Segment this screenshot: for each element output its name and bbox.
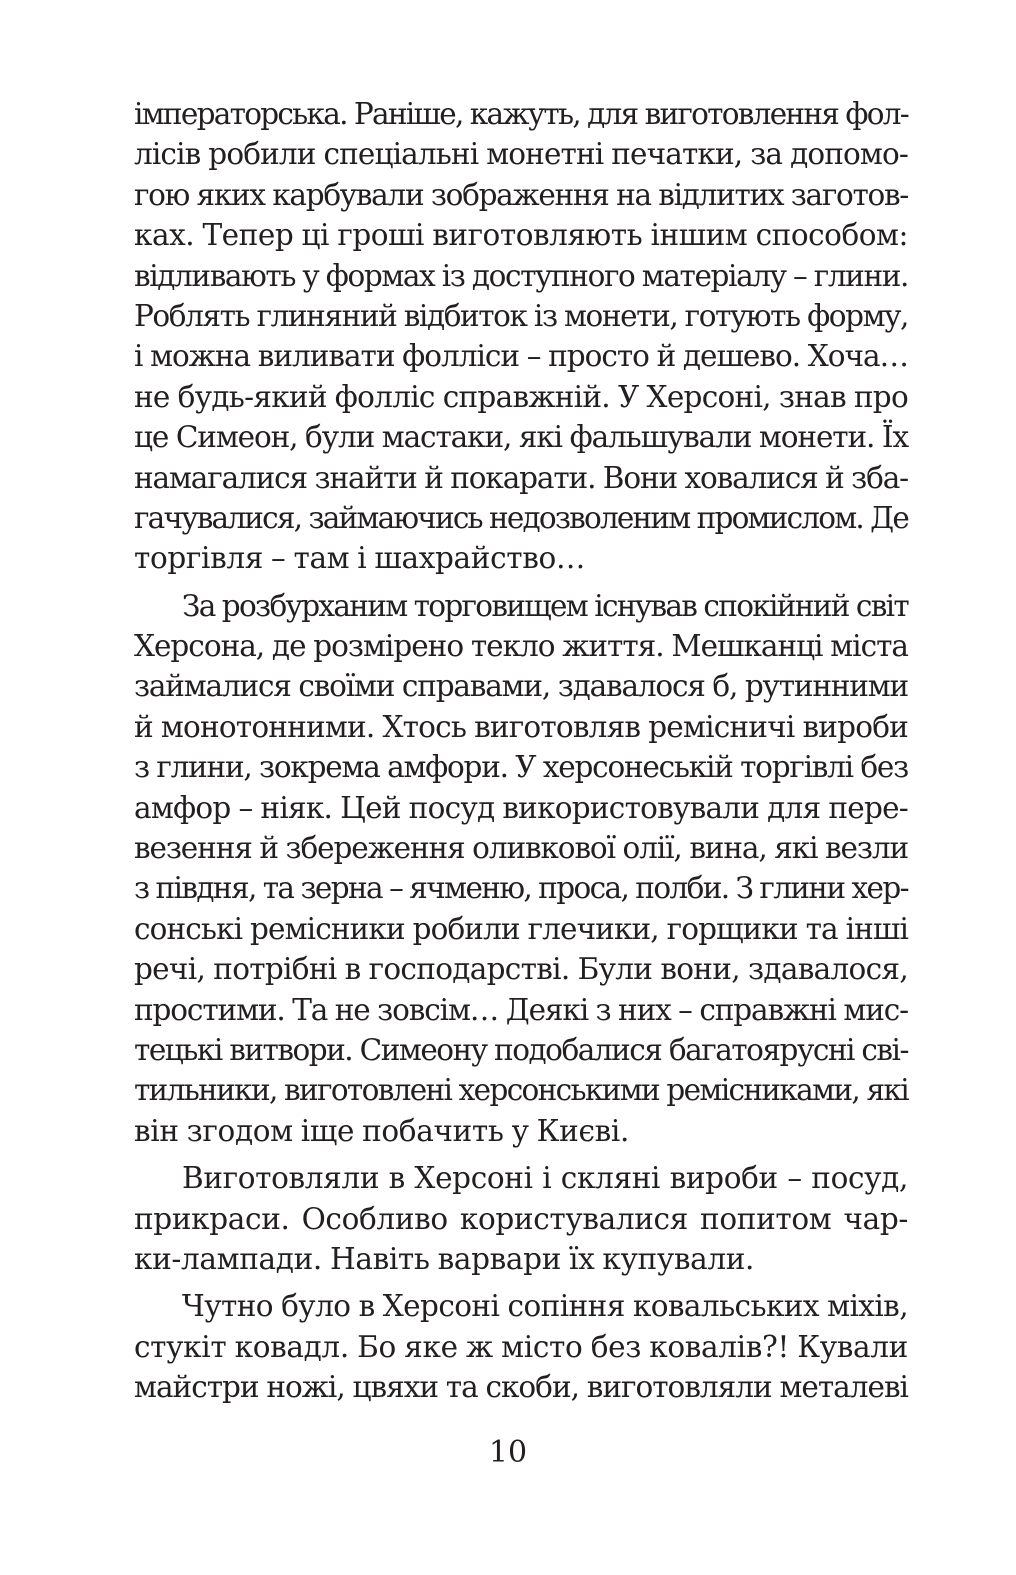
text-line: з півдня, та зерна – ячменю, проса, полби. З глини хер- [134, 871, 908, 906]
text-line: відливають у формах із доступного матеріалу – глини. [134, 258, 908, 293]
text-line: намагалися знайти й покарати. Вони ховалися й зба- [134, 460, 908, 495]
text-line: тецькі витвори. Симеону подобалися багатоярусні сві- [134, 1032, 908, 1067]
text-line: майстри ножі, цвяхи та скоби, виготовляли металеві [134, 1370, 908, 1405]
text-line: везення й збереження оливкової олії, вина, які везли [134, 831, 908, 866]
paragraph-4 [134, 1286, 908, 1407]
text-line: торгівля – там і шахрайство… [134, 541, 586, 576]
text-line: це Симеон, були мастаки, які фальшували монети. Їх [134, 420, 908, 455]
text-line: з глини, зокрема амфори. У херсонеській торгівлі без [134, 750, 908, 785]
paragraph-2 [134, 586, 908, 1151]
text-line: Херсона, де розмірено текло життя. Мешканці міста [134, 629, 908, 664]
text-line: Роблять глиняний відбиток із монети, готують форму, [134, 298, 908, 333]
text-line: імператорська. Раніше, кажуть, для виготовлення фол- [134, 97, 908, 131]
text-line: За розбурханим торговищем існував спокійний світ [182, 588, 908, 623]
text-line: прикраси. Особливо користувалися попитом чар- [134, 1201, 908, 1236]
text-line: простими. Та не зовсім… Деякі з них – справжні мис- [134, 992, 908, 1027]
text-line: не будь-який фолліс справжній. У Херсоні, знав про [134, 379, 908, 414]
text-line: сонські ремісники робили глечики, горщики та інші [134, 911, 908, 946]
text-line: ки-лампади. Навіть варвари їх купували. [134, 1241, 755, 1276]
text-line: і можна виливати фолліси – просто й дешево. Хоча… [134, 339, 908, 374]
paragraph-gap [134, 1151, 908, 1158]
text-line: стукіт ковадл. Бо яке ж місто без ковалів?! Кували [134, 1329, 908, 1364]
page-number: 10 [488, 1435, 528, 1470]
text-line: лісів робили спеціальні монетні печатки, за допомо- [134, 137, 908, 172]
text-line: й монотонними. Хтось виготовляв ремісничі вироби [134, 709, 908, 744]
text-line: Чутно було в Херсоні сопіння ковальських міхів, [182, 1289, 908, 1324]
paragraph-3 [134, 1158, 908, 1279]
paragraph-gap [134, 579, 908, 586]
text-line: гою яких карбували зображення на відлитих заготов- [134, 177, 908, 212]
page-body [134, 94, 908, 1408]
text-line: тильники, виготовлені херсонськими ремісниками, які [134, 1073, 908, 1108]
text-line: амфор – ніяк. Цей посуд використовували для пере- [134, 790, 908, 825]
text-line: займалися своїми справами, здавалося б, рутинними [134, 669, 908, 704]
text-line: гачувалися, займаючись недозволеним промислом. Де [134, 500, 908, 535]
text-line: ках. Тепер ці гроші виготовляють іншим способом: [134, 218, 908, 253]
text-line: речі, потрібні в господарстві. Були вони, здавалося, [134, 952, 908, 987]
text-line: Виготовляли в Херсоні і скляні вироби – посуд, [182, 1161, 908, 1196]
paragraph-1 [134, 94, 908, 579]
paragraph-gap [134, 1279, 908, 1286]
text-line: він згодом іще побачить у Києві. [134, 1113, 629, 1148]
